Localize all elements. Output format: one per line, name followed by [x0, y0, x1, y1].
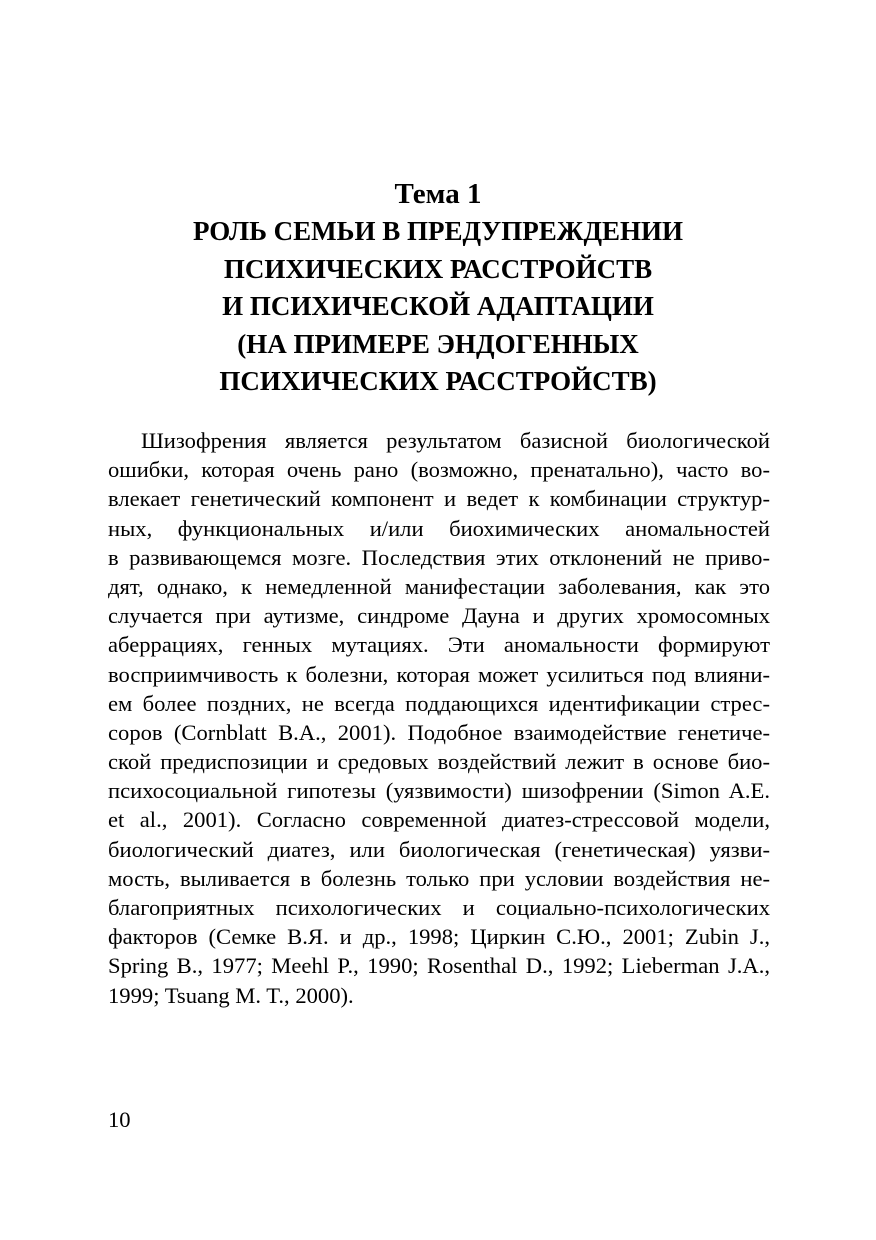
- paragraph-line: Шизофрения является результатом базисной биологической: [141, 428, 770, 453]
- paragraph-line: факторов (Семке В.Я. и др., 1998; Циркин С.Ю., 2001; Zubin J.,: [108, 924, 770, 950]
- chapter-title-line: И ПСИХИЧЕСКОЙ АДАПТАЦИИ: [222, 291, 654, 321]
- chapter-title-line: ПСИХИЧЕСКИХ РАССТРОЙСТВ): [219, 366, 657, 396]
- chapter-heading: [108, 175, 768, 401]
- chapter-title-line: (НА ПРИМЕРЕ ЭНДОГЕННЫХ: [237, 328, 639, 359]
- page-number: 10: [108, 1107, 131, 1132]
- paragraph-line: влекает генетический компонент и ведет к комбинации структур-: [108, 486, 770, 512]
- paragraph-line: благоприятных психологических и социально-психологических: [108, 895, 770, 920]
- paragraph-line: биологический диатез, или биологическая (генетическая) уязви-: [108, 836, 770, 862]
- paragraph-line: мость, выливается в болезнь только при условии воздействия не-: [108, 865, 770, 891]
- paragraph-line: аберрациях, генных мутациях. Эти аномальности формируют: [108, 632, 770, 658]
- paragraph-line: Spring B., 1977; Meehl P., 1990; Rosenthal D., 1992; Lieberman J.A.,: [108, 953, 770, 979]
- chapter-title-line: РОЛЬ СЕМЬИ В ПРЕДУПРЕЖДЕНИИ: [192, 216, 684, 246]
- paragraph-line: психосоциальной гипотезы (уязвимости) шизофрении (Simon A.E.: [108, 778, 770, 804]
- paragraph-line: случается при аутизме, синдроме Дауна и других хромосомных: [108, 603, 770, 629]
- paragraph-line: ской предиспозиции и средовых воздействий лежит в основе био-: [108, 749, 770, 775]
- paragraph-line: ем более поздних, не всегда поддающихся идентификации стрес-: [108, 690, 770, 716]
- chapter-title-line: ПСИХИЧЕСКИХ РАССТРОЙСТВ: [223, 253, 653, 284]
- body-paragraph: [108, 426, 770, 1010]
- paragraph-line: ных, функциональных и/или биохимических аномальностей: [108, 515, 770, 541]
- paragraph-line: 1999; Tsuang M. T., 2000).: [108, 982, 354, 1008]
- paragraph-line: ошибки, которая очень рано (возможно, пренатально), часто во-: [108, 457, 770, 483]
- paragraph-line: соров (Cornblatt B.A., 2001). Подобное взаимодействие генетиче-: [108, 719, 770, 745]
- paragraph-line: в развивающемся мозге. Последствия этих отклонений не приво-: [108, 544, 770, 570]
- topic-number: Тема 1: [394, 178, 482, 210]
- paragraph-line: дят, однако, к немедленной манифестации заболевания, как это: [108, 573, 770, 599]
- paragraph-line: et al., 2001). Согласно современной диатез-стрессовой модели,: [108, 807, 770, 833]
- paragraph-line: восприимчивость к болезни, которая может усилиться под влияни-: [108, 661, 770, 687]
